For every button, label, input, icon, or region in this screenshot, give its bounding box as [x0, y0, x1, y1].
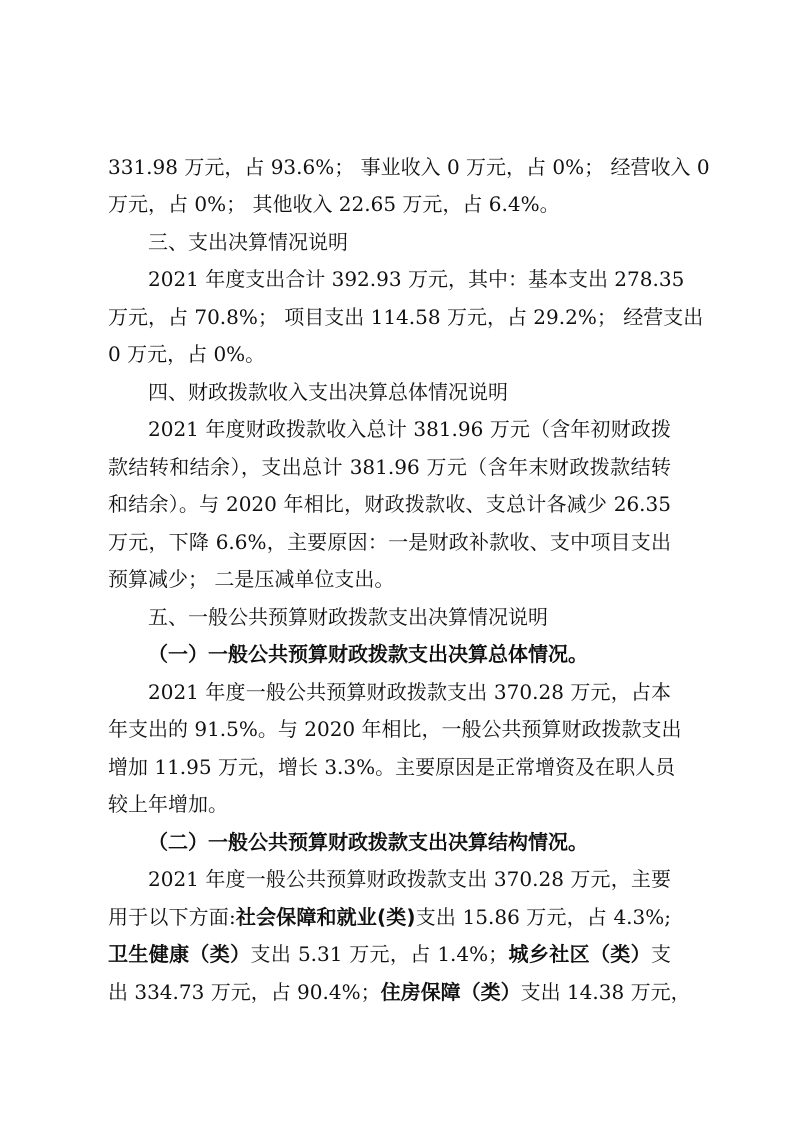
section-5-sub-1-line-2: 年支出的 91.5%。与 2020 年相比，一般公共预算财政拨款支出 — [108, 717, 682, 741]
line-2-suffix: 支出 15.86 万元，占 4.3%; — [415, 905, 671, 929]
line-3-middle: 支出 5.31 万元，占 1.4%； — [250, 942, 509, 966]
line-4-prefix: 出 334.73 万元，占 90.4%； — [108, 980, 381, 1004]
section-5-sub-2-heading: （二）一般公共预算财政拨款支出决算结构情况。 — [148, 830, 588, 854]
section-4-line-2: 款结转和结余），支出总计 381.96 万元（含年末财政拨款结转 — [108, 455, 671, 479]
section-3-line-3: 0 万元，占 0%。 — [108, 342, 266, 366]
section-3-line-1: 2021 年度支出合计 392.93 万元，其中：基本支出 278.35 — [148, 267, 685, 291]
line-4-suffix: 支出 14.38 万元， — [520, 980, 691, 1004]
category-urban-rural-community: 城乡社区（类） — [508, 942, 652, 966]
section-4-line-3: 和结余）。与 2020 年相比，财政拨款收、支总计各减少 26.35 — [108, 492, 671, 516]
section-5-sub-1-line-1: 2021 年度一般公共预算财政拨款支出 370.28 万元，占本 — [148, 680, 671, 704]
section-5-sub-1-line-4: 较上年增加。 — [108, 792, 228, 816]
category-housing-security: 住房保障（类） — [380, 980, 521, 1004]
category-health: 卫生健康（类） — [108, 942, 251, 966]
section-5-sub-2-line-2 — [108, 900, 671, 934]
section-4-line-5: 预算减少； 二是压减单位支出。 — [108, 567, 395, 591]
section-3-line-2: 万元，占 70.8%； 项目支出 114.58 万元，占 29.2%； 经营支出 — [108, 305, 704, 329]
section-4-line-1: 2021 年度财政拨款收入总计 381.96 万元（含年初财政拨 — [148, 417, 671, 441]
section-4-line-4: 万元，下降 6.6%，主要原因：一是财政补款收、支中项目支出 — [108, 530, 671, 554]
line-3-suffix: 支 — [651, 942, 672, 966]
category-social-security: 社会保障和就业(类) — [235, 905, 416, 929]
section-5-sub-1-heading: （一）一般公共预算财政拨款支出决算总体情况。 — [148, 642, 588, 666]
section-5-sub-2-line-1: 2021 年度一般公共预算财政拨款支出 370.28 万元，主要 — [148, 867, 671, 891]
section-5-sub-1-line-3: 增加 11.95 万元，增长 3.3%。主要原因是正常增资及在职人员 — [108, 755, 676, 779]
section-5-sub-2-line-4 — [108, 975, 691, 1009]
section-3-heading: 三、支出决算情况说明 — [148, 230, 348, 254]
section-5-sub-2-line-3 — [108, 937, 671, 971]
line-2-prefix: 用于以下方面: — [108, 905, 236, 929]
income-text-line-1: 331.98 万元，占 93.6%； 事业收入 0 万元，占 0%； 经营收入 0 — [108, 155, 710, 179]
section-5-heading: 五、一般公共预算财政拨款支出决算情况说明 — [148, 605, 548, 629]
section-4-heading: 四、财政拨款收入支出决算总体情况说明 — [148, 380, 508, 404]
income-text-line-2: 万元，占 0%； 其他收入 22.65 万元，占 6.4%。 — [108, 192, 560, 216]
